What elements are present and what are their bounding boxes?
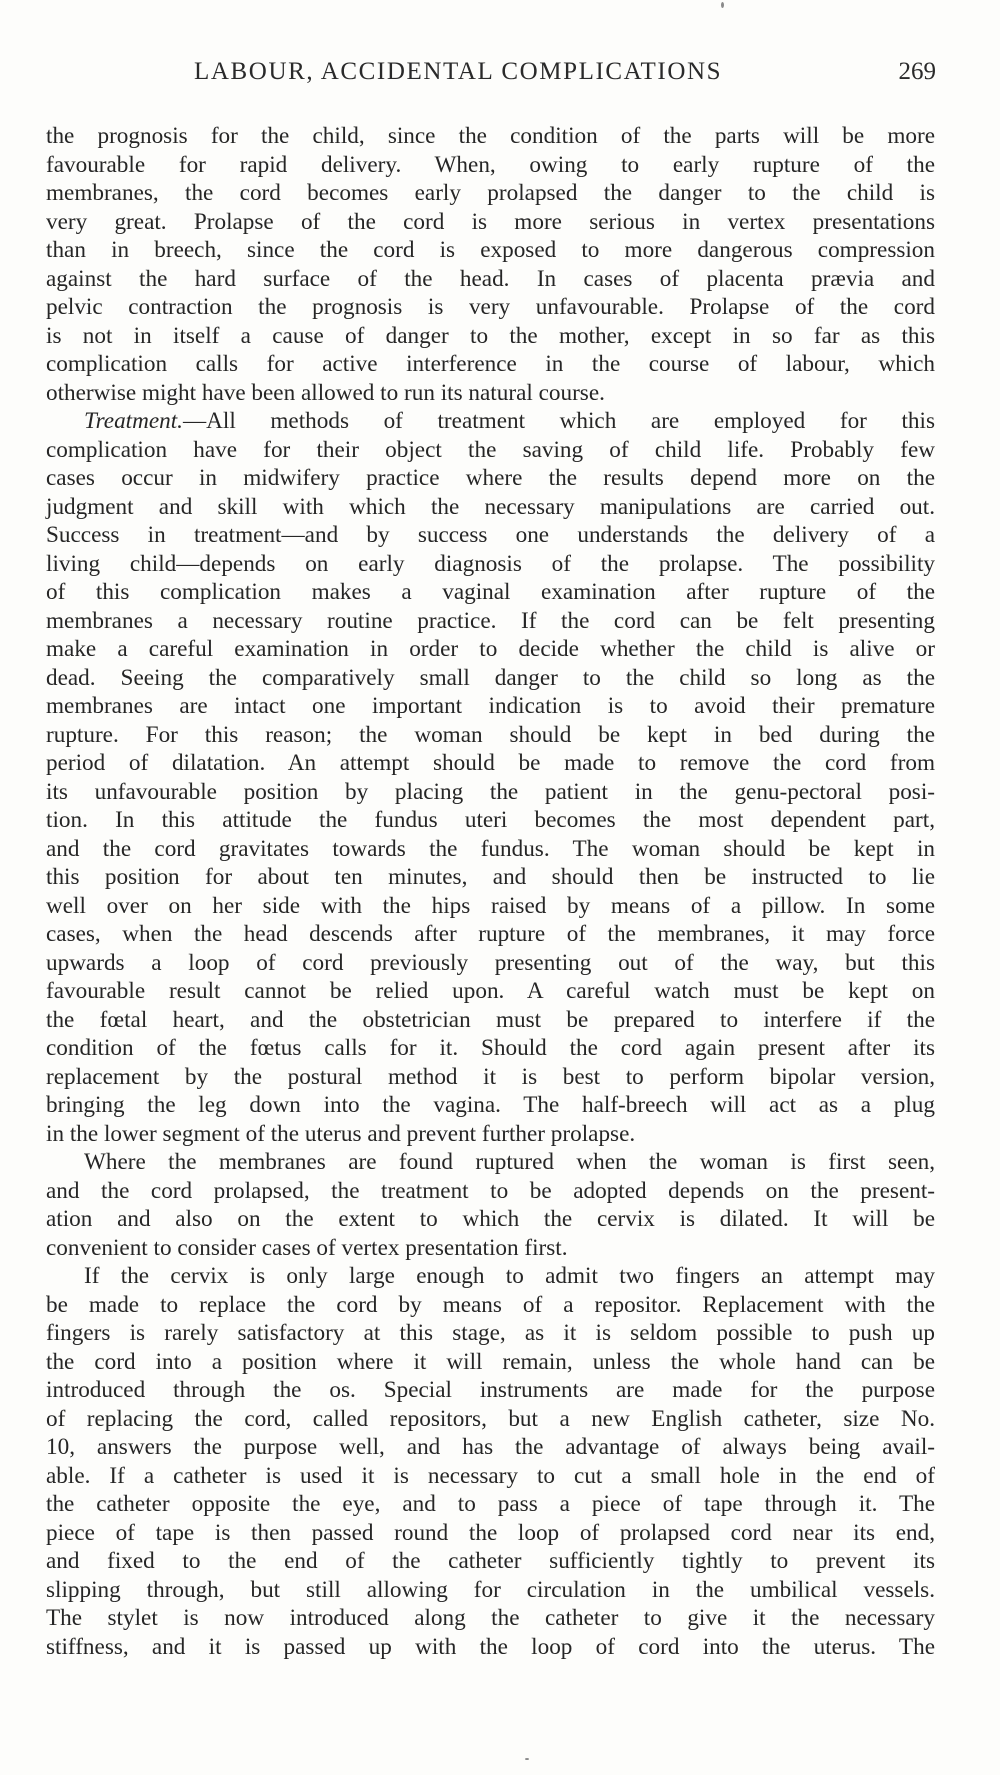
text-line: the prognosis for the child, since the condition of the parts will be more xyxy=(46,123,935,149)
text-line: living child—depends on early diagnosis of the prolapse. The possibility xyxy=(46,550,935,577)
text-line: cases occur in midwifery practice where the results depend more on the xyxy=(46,465,935,491)
text-line: stiffness, and it is passed up with the loop of cord into the uterus. The xyxy=(46,1633,935,1660)
treatment-heading: Treatment. xyxy=(84,408,183,434)
text-line: ation and also on the extent to which the cervix is dilated. It will be xyxy=(46,1206,935,1232)
text-line: otherwise might have been allowed to run its natural course. xyxy=(46,379,605,406)
running-head xyxy=(46,58,936,98)
print-speck xyxy=(525,1758,529,1760)
text-line: the fœtal heart, and the obstetrician must be prepared to interfere if the xyxy=(46,1006,935,1033)
text-line: be made to replace the cord by means of a repositor. Replacement with the xyxy=(46,1291,935,1318)
body-text xyxy=(46,122,935,1661)
text-line: replacement by the postural method it is best to perform bipolar version, xyxy=(46,1063,935,1090)
text-line: introduced through the os. Special instruments are made for the purpose xyxy=(46,1377,935,1403)
treatment-line-text: —All methods of treatment which are employed for this xyxy=(182,408,935,434)
text-line: fingers is rarely satisfactory at this stage, as it is seldom possible to push up xyxy=(46,1320,935,1346)
treatment-line xyxy=(46,407,935,436)
print-speck xyxy=(721,2,724,8)
text-line: membranes, the cord becomes early prolapsed the danger to the child is xyxy=(46,180,935,206)
text-line: 10, answers the purpose well, and has the advantage of always being avail- xyxy=(46,1434,935,1460)
text-line: period of dilatation. An attempt should be made to remove the cord from xyxy=(46,750,935,776)
text-line: Success in treatment—and by success one understands the delivery of a xyxy=(46,522,935,548)
text-line: condition of the fœtus calls for it. Should the cord again present after its xyxy=(46,1035,935,1061)
text-line: able. If a catheter is used it is necessary to cut a small hole in the end of xyxy=(46,1462,935,1489)
text-line: and the cord prolapsed, the treatment to be adopted depends on the present- xyxy=(46,1177,935,1204)
text-line: favourable for rapid delivery. When, owing to early rupture of the xyxy=(46,151,935,178)
text-line: If the cervix is only large enough to admit two fingers an attempt may xyxy=(84,1263,935,1289)
text-line: of this complication makes a vaginal examination after rupture of the xyxy=(46,579,935,605)
text-line: its unfavourable position by placing the patient in the genu-pectoral posi- xyxy=(46,778,935,805)
text-line: the catheter opposite the eye, and to pass a piece of tape through it. The xyxy=(46,1491,935,1517)
text-line: in the lower segment of the uterus and prevent further prolapse. xyxy=(46,1120,636,1147)
text-line: pelvic contraction the prognosis is very unfavourable. Prolapse of the cord xyxy=(46,294,935,320)
text-line: well over on her side with the hips raised by means of a pillow. In some xyxy=(46,892,935,919)
text-line: complication calls for active interference in the course of labour, which xyxy=(46,351,935,377)
text-line: complication have for their object the saving of child life. Probably few xyxy=(46,436,935,463)
text-line: piece of tape is then passed round the loop of prolapsed cord near its end, xyxy=(46,1519,935,1546)
text-line: than in breech, since the cord is exposed to more dangerous compression xyxy=(46,237,935,263)
text-line: very great. Prolapse of the cord is more serious in vertex presentations xyxy=(46,208,935,235)
text-line: the cord into a position where it will remain, unless the whole hand can be xyxy=(46,1348,935,1375)
running-title: LABOUR, ACCIDENTAL COMPLICATIONS xyxy=(194,58,723,85)
text-line: of replacing the cord, called repositors, but a new English catheter, size No. xyxy=(46,1405,935,1432)
text-line: Where the membranes are found ruptured when the woman is first seen, xyxy=(84,1149,935,1175)
text-line: membranes are intact one important indication is to avoid their premature xyxy=(46,693,935,719)
text-line: membranes a necessary routine practice. If the cord can be felt presenting xyxy=(46,607,935,634)
text-line: make a careful examination in order to decide whether the child is alive or xyxy=(46,636,935,662)
text-line: tion. In this attitude the fundus uteri becomes the most dependent part, xyxy=(46,807,935,833)
text-line: bringing the leg down into the vagina. The half-breech will act as a plug xyxy=(46,1092,935,1118)
text-line: cases, when the head descends after rupture of the membranes, it may force xyxy=(46,921,935,947)
text-line: rupture. For this reason; the woman should be kept in bed during the xyxy=(46,721,935,748)
text-line: judgment and skill with which the necessary manipulations are carried out. xyxy=(46,493,935,520)
text-line: convenient to consider cases of vertex presentation first. xyxy=(46,1234,568,1261)
text-line: is not in itself a cause of danger to the mother, except in so far as this xyxy=(46,322,935,349)
text-line: and fixed to the end of the catheter sufficiently tightly to prevent its xyxy=(46,1548,935,1574)
text-line: dead. Seeing the comparatively small danger to the child so long as the xyxy=(46,664,935,691)
text-line: against the hard surface of the head. In cases of placenta prævia and xyxy=(46,265,935,292)
text-line: favourable result cannot be relied upon. A careful watch must be kept on xyxy=(46,978,935,1004)
text-line: The stylet is now introduced along the catheter to give it the necessary xyxy=(46,1605,935,1631)
text-line: this position for about ten minutes, and should then be instructed to lie xyxy=(46,864,935,890)
text-line: and the cord gravitates towards the fundus. The woman should be kept in xyxy=(46,835,935,862)
text-line: upwards a loop of cord previously presenting out of the way, but this xyxy=(46,949,935,976)
page-number: 269 xyxy=(898,58,936,85)
text-line: slipping through, but still allowing for circulation in the umbilical vessels. xyxy=(46,1576,935,1603)
